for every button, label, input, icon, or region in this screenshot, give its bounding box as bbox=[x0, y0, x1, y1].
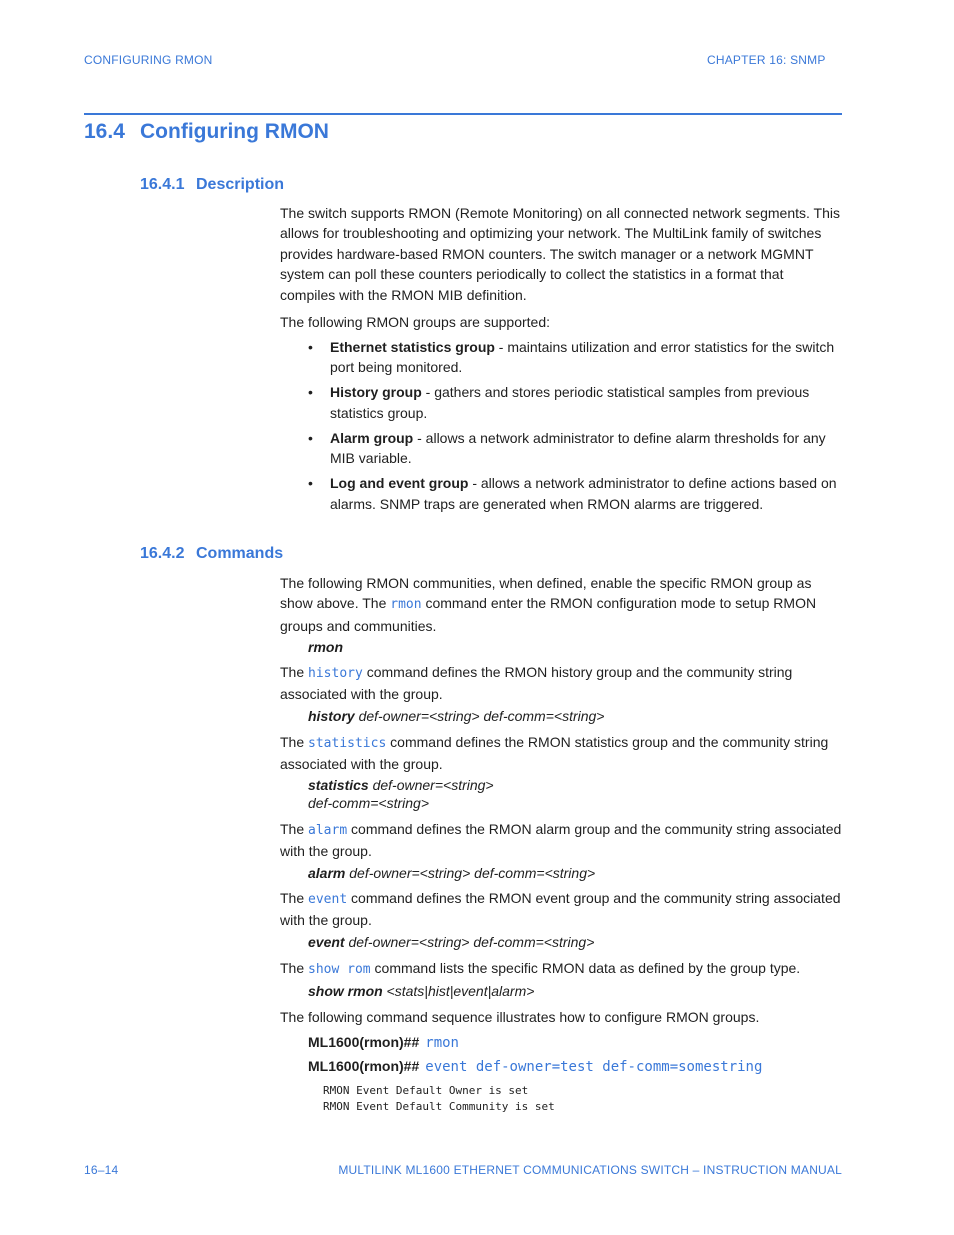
syntax-command: alarm bbox=[308, 865, 346, 881]
desc-text-cont: command defines the RMON event group and the community string associated with the group. bbox=[280, 890, 841, 929]
show-description bbox=[280, 958, 842, 980]
example-command-line bbox=[308, 1058, 762, 1075]
syntax-command: history bbox=[308, 708, 355, 724]
intro-text: The following RMON communities, when defined, enable the specific RMON group as show above. The bbox=[280, 575, 812, 612]
show-syntax bbox=[308, 982, 534, 1000]
statistics-description bbox=[280, 732, 842, 775]
running-header-section: CONFIGURING RMON bbox=[84, 53, 213, 67]
list-item bbox=[308, 473, 842, 514]
alarm-syntax bbox=[308, 864, 595, 882]
group-text: - gathers and stores periodic statistical samples from previous statistics group. bbox=[330, 384, 810, 421]
show-command-ref: show rom bbox=[308, 962, 371, 977]
syntax-args: <stats|hist|event|alarm> bbox=[382, 983, 535, 999]
syntax-args: def-owner=<string> def-comm=<string> bbox=[345, 865, 596, 881]
commands-heading bbox=[140, 545, 283, 563]
syntax-args: def-owner=<string> def-comm=<string> bbox=[354, 708, 605, 724]
syntax-command: rmon bbox=[308, 639, 343, 655]
cli-output-line: RMON Event Default Community is set bbox=[323, 1100, 555, 1113]
rmon-syntax bbox=[308, 638, 343, 656]
groups-intro-text: The following RMON groups are supported: bbox=[280, 314, 551, 330]
cli-prompt: ML1600(rmon)## bbox=[308, 1034, 420, 1050]
example-command-line bbox=[308, 1034, 459, 1051]
event-syntax bbox=[308, 933, 594, 951]
rmon-groups-list bbox=[308, 337, 842, 519]
desc-text: The bbox=[280, 734, 309, 750]
statistics-command-ref: statistics bbox=[308, 736, 387, 751]
description-paragraph bbox=[280, 203, 842, 305]
syntax-command: statistics bbox=[308, 777, 369, 793]
cli-output-line: RMON Event Default Owner is set bbox=[323, 1084, 529, 1097]
desc-text-cont: command defines the RMON alarm group and the community string associated with the group. bbox=[280, 821, 842, 860]
cli-command: event def-owner=test def-comm=somestring bbox=[425, 1059, 763, 1075]
description-number: 16.4.1 bbox=[140, 176, 185, 193]
description-heading bbox=[140, 176, 284, 194]
history-syntax bbox=[308, 707, 604, 725]
syntax-args: def-owner=<string> def-comm=<string> bbox=[344, 934, 595, 950]
description-text: The switch supports RMON (Remote Monitoring) on all connected network segments. This allows for troubleshooting and optimizing your network. The MultiLink family of switches provides hardware-based RMON counters. The switch manager or a network MGMNT system can poll these counters periodically to collect the statistics in a format that compiles with the RMON MIB definition. bbox=[280, 205, 840, 303]
desc-text: The bbox=[280, 960, 309, 976]
cli-prompt: ML1600(rmon)## bbox=[308, 1058, 420, 1074]
event-command-ref: event bbox=[308, 892, 348, 907]
group-text: - allows a network administrator to define actions based on alarms. SNMP traps are generated when RMON alarms are triggered. bbox=[330, 475, 837, 512]
desc-text-cont: command defines the RMON history group and the community string associated with the group. bbox=[280, 664, 793, 703]
desc-text: The bbox=[280, 890, 309, 906]
commands-number: 16.4.2 bbox=[140, 545, 185, 562]
history-command-ref: history bbox=[308, 666, 363, 681]
sequence-intro-text: The following command sequence illustrates how to configure RMON groups. bbox=[280, 1009, 760, 1025]
page-number: 16–14 bbox=[84, 1163, 119, 1177]
event-description bbox=[280, 888, 842, 931]
section-rule bbox=[84, 113, 842, 115]
list-item bbox=[308, 428, 842, 469]
manual-title: MULTILINK ML1600 ETHERNET COMMUNICATIONS SWITCH – INSTRUCTION MANUAL bbox=[338, 1163, 842, 1177]
groups-intro bbox=[280, 312, 842, 332]
alarm-command-ref: alarm bbox=[308, 823, 348, 838]
intro-text-cont: command enter the RMON configuration mode to setup RMON groups and communities. bbox=[280, 595, 817, 634]
desc-text: The bbox=[280, 664, 309, 680]
cli-output bbox=[323, 1083, 555, 1115]
syntax-command: show rmon bbox=[308, 983, 383, 999]
group-name: Alarm group bbox=[330, 429, 414, 446]
bullet-icon: • bbox=[308, 475, 313, 492]
section-number: 16.4 bbox=[84, 120, 125, 143]
syntax-command: event bbox=[308, 934, 345, 950]
group-text: - maintains utilization and error statistics for the switch port being monitored. bbox=[330, 339, 835, 376]
alarm-description bbox=[280, 819, 842, 862]
statistics-syntax bbox=[308, 776, 494, 812]
desc-text: The bbox=[280, 821, 309, 837]
list-item bbox=[308, 382, 842, 423]
syntax-args: def-owner=<string> bbox=[368, 777, 494, 793]
bullet-icon: • bbox=[308, 429, 313, 446]
list-item bbox=[308, 337, 842, 378]
section-heading bbox=[84, 120, 329, 144]
bullet-icon: • bbox=[308, 339, 313, 355]
group-text: - allows a network administrator to define alarm thresholds for any MIB variable. bbox=[330, 429, 826, 467]
commands-title: Commands bbox=[196, 545, 284, 562]
rmon-command-ref: rmon bbox=[390, 597, 422, 613]
running-header-chapter: CHAPTER 16: SNMP bbox=[707, 53, 826, 67]
desc-text-cont: command lists the specific RMON data as defined by the group type. bbox=[370, 960, 801, 976]
cli-command: rmon bbox=[425, 1035, 459, 1051]
description-title: Description bbox=[196, 176, 285, 193]
desc-text-cont: command defines the RMON statistics group and the community string associated with the group. bbox=[280, 734, 829, 773]
history-description bbox=[280, 662, 842, 705]
group-name: Ethernet statistics group bbox=[330, 339, 495, 355]
group-name: Log and event group bbox=[330, 475, 469, 492]
syntax-args-cont: def-comm=<string> bbox=[308, 795, 429, 811]
bullet-icon: • bbox=[308, 384, 313, 401]
commands-intro bbox=[280, 573, 842, 636]
group-name: History group bbox=[330, 384, 422, 401]
sequence-intro bbox=[280, 1007, 842, 1027]
section-title: Configuring RMON bbox=[140, 120, 329, 143]
